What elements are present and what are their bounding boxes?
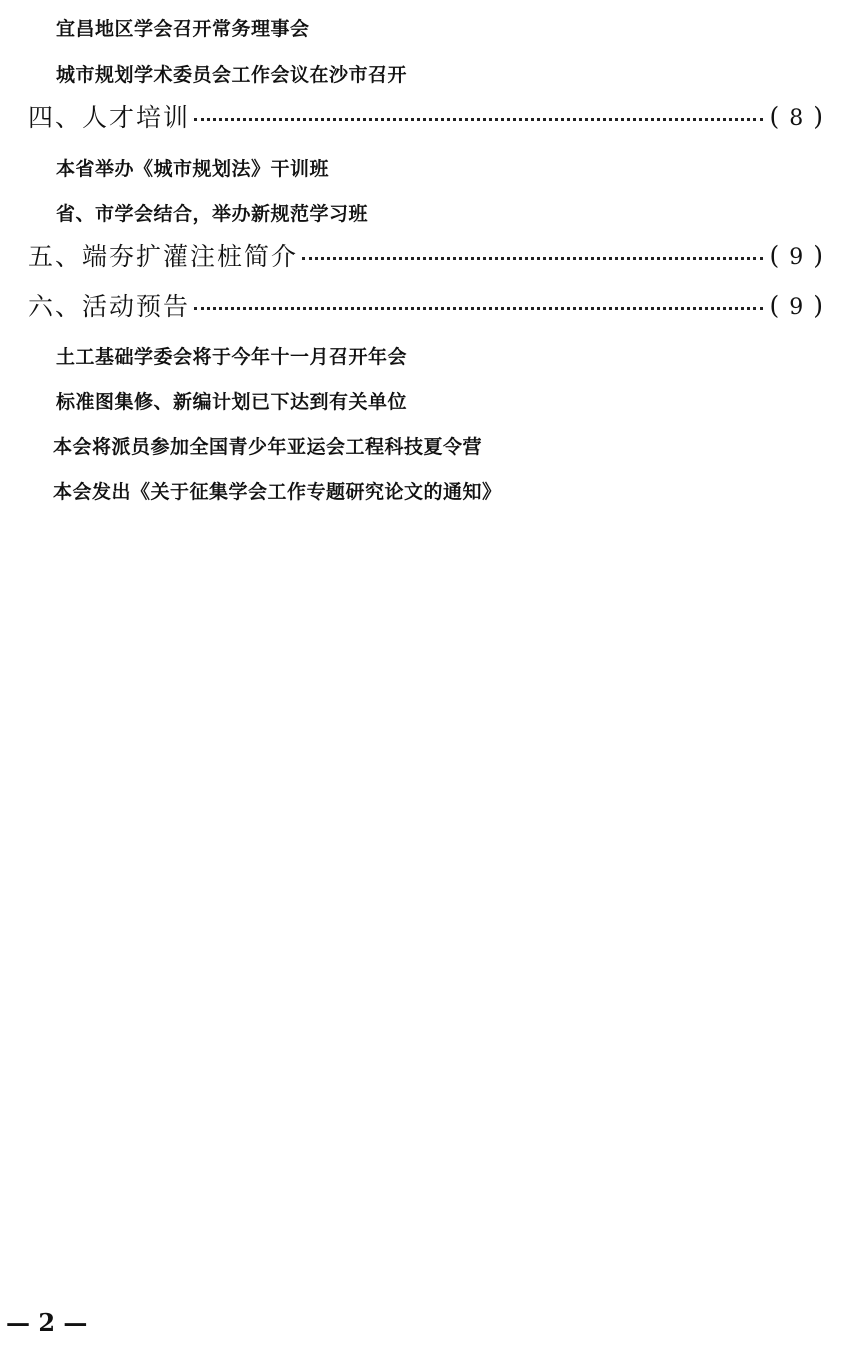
toc-item: 标准图集修、新编计划已下达到有关单位 [56,391,408,413]
section-page: (9) [769,240,833,270]
page-number: — 2 — [6,1308,88,1337]
section-page: (8) [769,101,833,131]
toc-item: 省、市学会结合，举办新规范学习班 [56,203,369,225]
section-title: 六、活动预告 [28,292,191,321]
toc-section [28,235,833,275]
dot-leader [194,307,763,310]
toc-item: 本会发出《关于征集学会工作专题研究论文的通知》 [53,481,502,503]
section-page: (9) [769,290,833,320]
toc-item: 本会将派员参加全国青少年亚运会工程科技夏令营 [53,436,483,458]
section-title: 五、端夯扩灌注桩简介 [28,242,299,271]
toc-section [28,96,833,136]
section-title: 四、人才培训 [28,103,191,132]
dot-leader [194,118,763,121]
toc-section [28,285,833,325]
dot-leader [302,257,763,260]
toc-item: 城市规划学术委员会工作会议在沙市召开 [56,64,408,86]
toc-item: 本省举办《城市规划法》干训班 [56,158,330,180]
toc-item: 土工基础学委会将于今年十一月召开年会 [56,346,408,368]
toc-item: 宜昌地区学会召开常务理事会 [56,18,310,40]
